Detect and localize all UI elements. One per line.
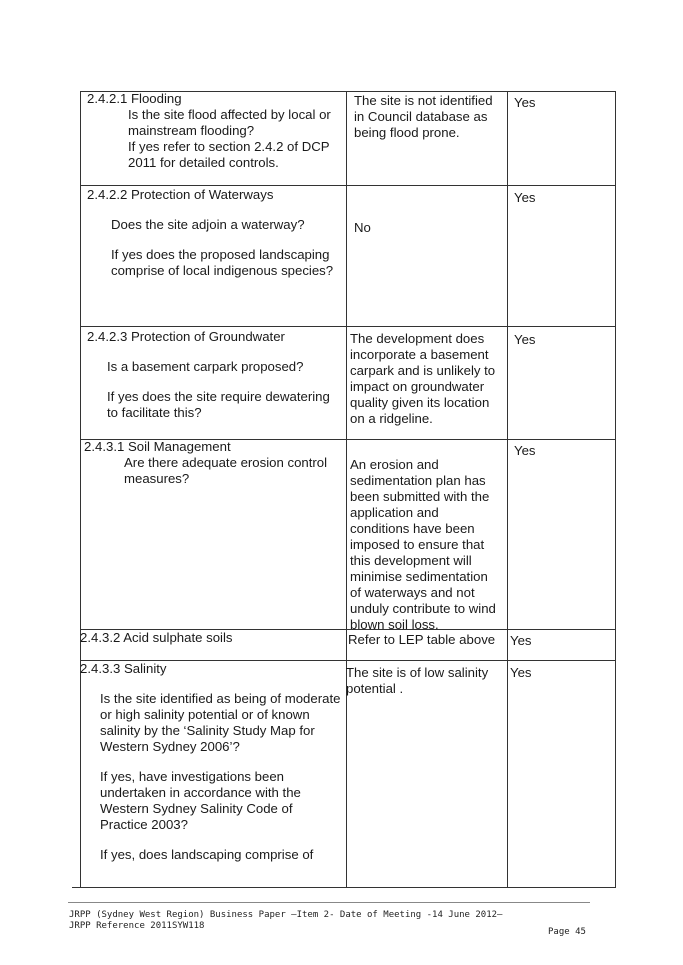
row-complies: Yes <box>514 95 536 110</box>
row-comment: The site is not identified in Council database as being flood prone. <box>354 93 493 140</box>
footer-line-2: JRPP Reference 2011SYW118 <box>69 921 205 931</box>
row-question: If yes, does landscaping comprise of <box>100 847 314 862</box>
table-row <box>80 630 342 646</box>
row-comment: The development does incorporate a basement carpark and is unlikely to impact on groundwater quality given its location on a ridgeline. <box>350 331 496 426</box>
row-divider <box>80 326 616 327</box>
row-question: Is the site flood affected by local or mainstream flooding? <box>128 107 331 138</box>
row-comment: Refer to LEP table above <box>348 632 496 647</box>
row-question: Does the site adjoin a waterway? <box>111 217 305 232</box>
column-divider-1 <box>346 91 347 887</box>
row-question: Is the site identified as being of moderate or high salinity potential or of known salinity by the ‘Salinity Study Map for Western Sydney 2006’? <box>100 691 341 754</box>
row-complies: Yes <box>510 665 532 680</box>
row-comment: No <box>354 220 371 235</box>
row-complies: Yes <box>514 332 536 347</box>
footer-divider <box>68 902 590 903</box>
row-question: If yes refer to section 2.4.2 of DCP 2011 for detailed controls. <box>128 139 330 170</box>
row-question: Are there adequate erosion control measures? <box>124 455 328 486</box>
table-row <box>87 91 342 171</box>
row-question: If yes does the proposed landscaping comprise of local indigenous species? <box>111 247 334 278</box>
table-row <box>87 187 342 279</box>
row-divider <box>80 185 616 186</box>
row-complies: Yes <box>514 443 536 458</box>
table-row <box>84 439 342 487</box>
row-complies: Yes <box>514 190 536 205</box>
row-comment: The site is of low salinity potential . <box>346 665 489 696</box>
row-heading: 2.4.3.2 Acid sulphate soils <box>80 630 233 645</box>
page-number: Page 45 <box>548 927 586 937</box>
row-heading: 2.4.3.3 Salinity <box>80 661 167 676</box>
table-right-border <box>615 91 616 887</box>
row-question: Is a basement carpark proposed? <box>107 359 304 374</box>
row-comment: An erosion and sedimentation plan has been submitted with the application and conditions have been imposed to ensure that this development will minimise sedimentation of waterways and not unduly contribute to wind blown soil loss. <box>350 457 496 632</box>
row-complies: Yes <box>510 633 532 648</box>
footer-line-1: JRPP (Sydney West Region) Business Paper –Item 2- Date of Meeting -14 June 2012– <box>69 910 503 920</box>
row-question: If yes does the site require dewatering to facilitate this? <box>107 389 330 420</box>
column-divider-2 <box>507 91 508 887</box>
row-heading: 2.4.2.3 Protection of Groundwater <box>87 329 285 344</box>
table-row <box>80 661 342 863</box>
row-question: If yes, have investigations been undertaken in accordance with the Western Sydney Salinity Code of Practice 2003? <box>100 769 301 832</box>
row-heading: 2.4.3.1 Soil Management <box>84 439 231 454</box>
row-heading: 2.4.2.2 Protection of Waterways <box>87 187 274 202</box>
row-heading: 2.4.2.1 Flooding <box>87 91 182 106</box>
table-bottom-line <box>72 887 616 888</box>
table-row <box>87 329 342 421</box>
